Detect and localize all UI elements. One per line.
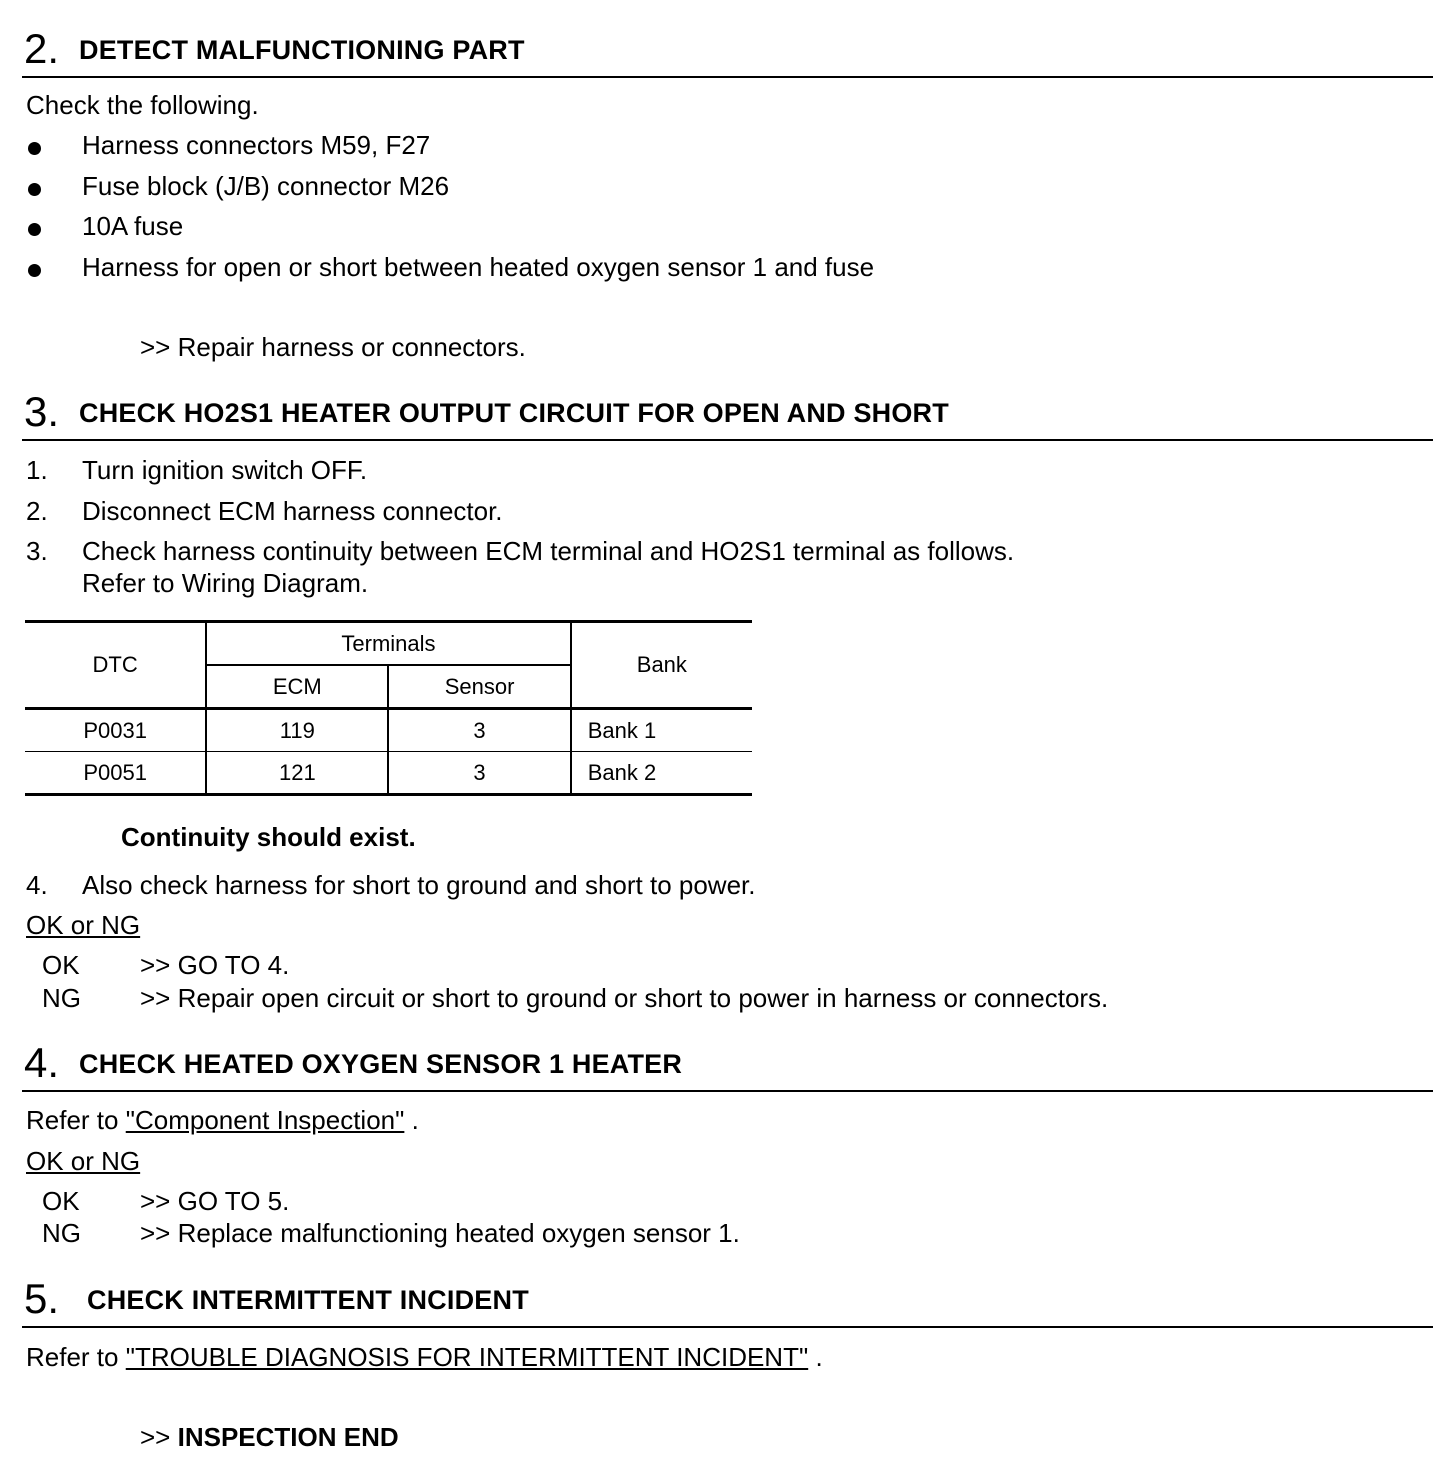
refer-line [26, 1105, 419, 1135]
refer-suffix: . [411, 1105, 419, 1135]
cell-dtc: P0031 [25, 709, 206, 752]
ok-or-ng-label: OK or NG [26, 910, 141, 940]
component-inspection-link[interactable]: "Component Inspection" [125, 1105, 405, 1135]
header-bank: Bank [571, 622, 752, 709]
section-5-header [22, 1274, 1433, 1328]
step-text-continued: Refer to Wiring Diagram. [82, 568, 369, 598]
step-number: 4. [26, 870, 48, 900]
section-3-header [22, 387, 1433, 441]
trouble-diagnosis-link[interactable]: "TROUBLE DIAGNOSIS FOR INTERMITTENT INCIDENT" [125, 1342, 809, 1372]
cell-bank: Bank 2 [571, 752, 752, 795]
bullet-icon [28, 142, 41, 155]
cell-dtc: P0051 [83, 759, 147, 785]
refer-suffix: . [815, 1342, 823, 1372]
list-item: Fuse block (J/B) connector M26 [82, 171, 450, 201]
section-2-result: >> Repair harness or connectors. [140, 332, 526, 362]
section-title: DETECT MALFUNCTIONING PART [79, 35, 525, 65]
ok-or-ng-label: OK or NG [26, 1146, 141, 1176]
inspection-end [140, 1422, 399, 1452]
section-number: 5. [24, 1275, 60, 1322]
terminals-table [25, 620, 752, 796]
list-item: Harness for open or short between heated oxygen sensor 1 and fuse [82, 252, 875, 282]
ng-key: NG [42, 1218, 81, 1248]
refer-prefix: Refer to [26, 1342, 119, 1372]
step-number: 2. [26, 496, 48, 526]
step-text: Also check harness for short to ground and short to power. [82, 870, 756, 900]
step-number: 3. [26, 536, 48, 566]
section-title: CHECK HO2S1 HEATER OUTPUT CIRCUIT FOR OPEN AND SHORT [79, 398, 949, 428]
list-item: 10A fuse [82, 211, 184, 241]
ng-result: >> Repair open circuit or short to ground or short to power in harness or connectors. [140, 983, 1109, 1013]
cell-sensor: 3 [388, 709, 570, 752]
section-title: CHECK INTERMITTENT INCIDENT [87, 1285, 529, 1315]
ok-result: >> GO TO 4. [140, 950, 290, 980]
ok-key: OK [42, 950, 80, 980]
step-text: Turn ignition switch OFF. [82, 455, 368, 485]
table-row [25, 709, 752, 752]
section-number: 3. [24, 388, 60, 435]
cell-ecm: 119 [206, 709, 388, 752]
table-row [25, 752, 752, 795]
refer-prefix: Refer to [26, 1105, 119, 1135]
bullet-icon [28, 264, 41, 277]
step-text: Disconnect ECM harness connector. [82, 496, 503, 526]
end-arrow: >> [140, 1422, 171, 1452]
cell-bank: Bank 1 [571, 709, 752, 752]
header-terminals: Terminals [206, 622, 570, 666]
bullet-icon [28, 183, 41, 196]
cell-ecm: 121 [206, 752, 388, 795]
header-sensor: Sensor [388, 665, 570, 709]
bullet-icon [28, 223, 41, 236]
header-dtc: DTC [25, 622, 206, 709]
section-title: CHECK HEATED OXYGEN SENSOR 1 HEATER [79, 1049, 683, 1079]
end-text: INSPECTION END [177, 1422, 399, 1452]
section-number: 4. [24, 1039, 60, 1086]
refer-line [26, 1342, 823, 1372]
step-number: 1. [26, 455, 48, 485]
ng-key: NG [42, 983, 81, 1013]
section-number: 2. [24, 25, 60, 72]
section-2-header [22, 24, 1433, 78]
header-ecm: ECM [206, 665, 388, 709]
ok-result: >> GO TO 5. [140, 1186, 290, 1216]
section-4-header [22, 1038, 1433, 1092]
cell-sensor: 3 [388, 752, 570, 795]
continuity-note: Continuity should exist. [121, 822, 416, 852]
ok-key: OK [42, 1186, 80, 1216]
section-2-intro: Check the following. [26, 90, 259, 120]
list-item: Harness connectors M59, F27 [82, 130, 431, 160]
step-text: Check harness continuity between ECM terminal and HO2S1 terminal as follows. [82, 536, 1015, 566]
ng-result: >> Replace malfunctioning heated oxygen sensor 1. [140, 1218, 740, 1248]
